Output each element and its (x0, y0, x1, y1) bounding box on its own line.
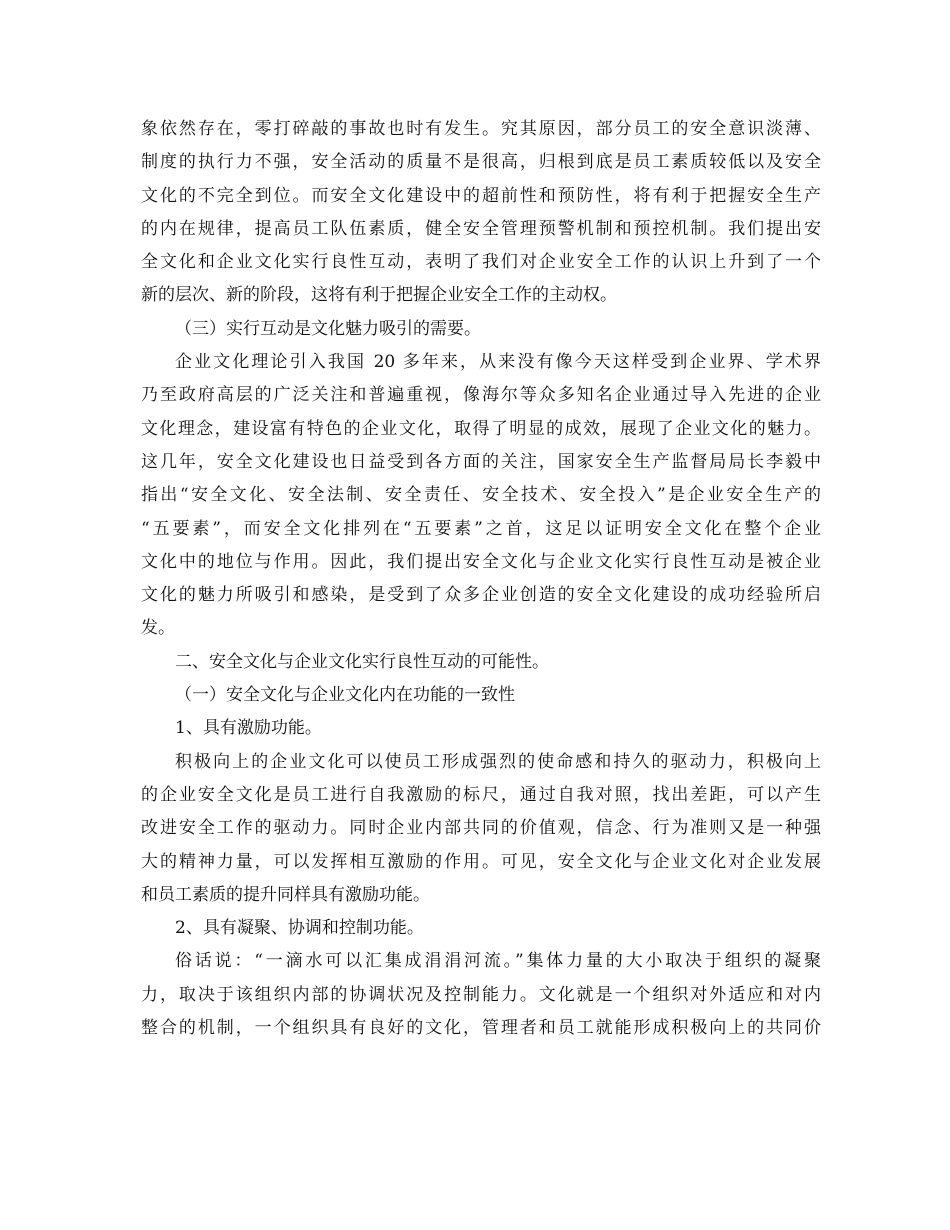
text-line: 俗话说：“一滴水可以汇集成涓涓河流。”集体力量的大小取决于组织的凝聚 (175, 951, 821, 972)
text-line: 文化中的地位与作用。因此，我们提出安全文化与企业文化实行良性互动是被企业 (141, 551, 821, 572)
text-line: 企业文化理论引入我国 20 多年来，从来没有像今天这样受到企业界、学术界 (175, 352, 821, 373)
text-line: 的内在规律，提高员工队伍素质，健全安全管理预警机制和预控机制。我们提出安 (141, 218, 821, 239)
text-line: 整合的机制，一个组织具有良好的文化，管理者和员工就能形成积极向上的共同价 (141, 1018, 821, 1039)
text-line: 文化的不完全到位。而安全文化建设中的超前性和预防性，将有利于把握安全生产 (141, 185, 821, 206)
text-line: （三）实行互动是文化魅力吸引的需要。 (175, 318, 481, 339)
text-line: 指出“安全文化、安全法制、安全责任、安全技术、安全投入”是企业安全生产的 (141, 485, 821, 506)
text-line: 和员工素质的提升同样具有激励功能。 (141, 884, 430, 905)
text-line: 积极向上的企业文化可以使员工形成强烈的使命感和持久的驱动力，积极向上 (175, 751, 821, 772)
text-line: 文化的魅力所吸引和感染，是受到了众多企业创造的安全文化建设的成功经验所启 (141, 585, 821, 606)
document-body (141, 113, 821, 1045)
text-line: 的企业安全文化是员工进行自我激励的标尺，通过自我对照，找出差距，可以产生 (141, 784, 821, 805)
text-line: 制度的执行力不强，安全活动的质量不是很高，归根到底是员工素质较低以及安全 (141, 152, 821, 173)
text-line: 2、具有凝聚、协调和控制功能。 (175, 918, 424, 939)
text-line: （一）安全文化与企业文化内在功能的一致性 (175, 685, 515, 706)
text-line: 大的精神力量，可以发挥相互激励的作用。可见，安全文化与企业文化对企业发展 (141, 851, 821, 872)
text-line: “五要素”，而安全文化排列在“五要素”之首，这足以证明安全文化在整个企业 (141, 518, 821, 539)
text-line: 全文化和企业文化实行良性互动，表明了我们对企业安全工作的认识上升到了一个 (141, 252, 821, 273)
text-line: 力，取决于该组织内部的协调状况及控制能力。文化就是一个组织对外适应和对内 (141, 984, 821, 1005)
text-line: 新的层次、新的阶段，这将有利于把握企业安全工作的主动权。 (141, 285, 617, 306)
text-line: 发。 (141, 618, 175, 639)
text-line: 这几年，安全文化建设也日益受到各方面的关注，国家安全生产监督局局长李毅中 (141, 451, 821, 472)
text-line: 二、安全文化与企业文化实行良性互动的可能性。 (175, 651, 549, 672)
text-line: 改进安全工作的驱动力。同时企业内部共同的价值观，信念、行为准则又是一种强 (141, 818, 821, 839)
text-line: 1、具有激励功能。 (175, 718, 322, 739)
text-line: 乃至政府高层的广泛关注和普遍重视，像海尔等众多知名企业通过导入先进的企业 (141, 385, 821, 406)
text-line: 象依然存在，零打碎敲的事故也时有发生。究其原因，部分员工的安全意识淡薄、 (141, 119, 821, 139)
text-line: 文化理念，建设富有特色的企业文化，取得了明显的成效，展现了企业文化的魅力。 (141, 418, 821, 439)
